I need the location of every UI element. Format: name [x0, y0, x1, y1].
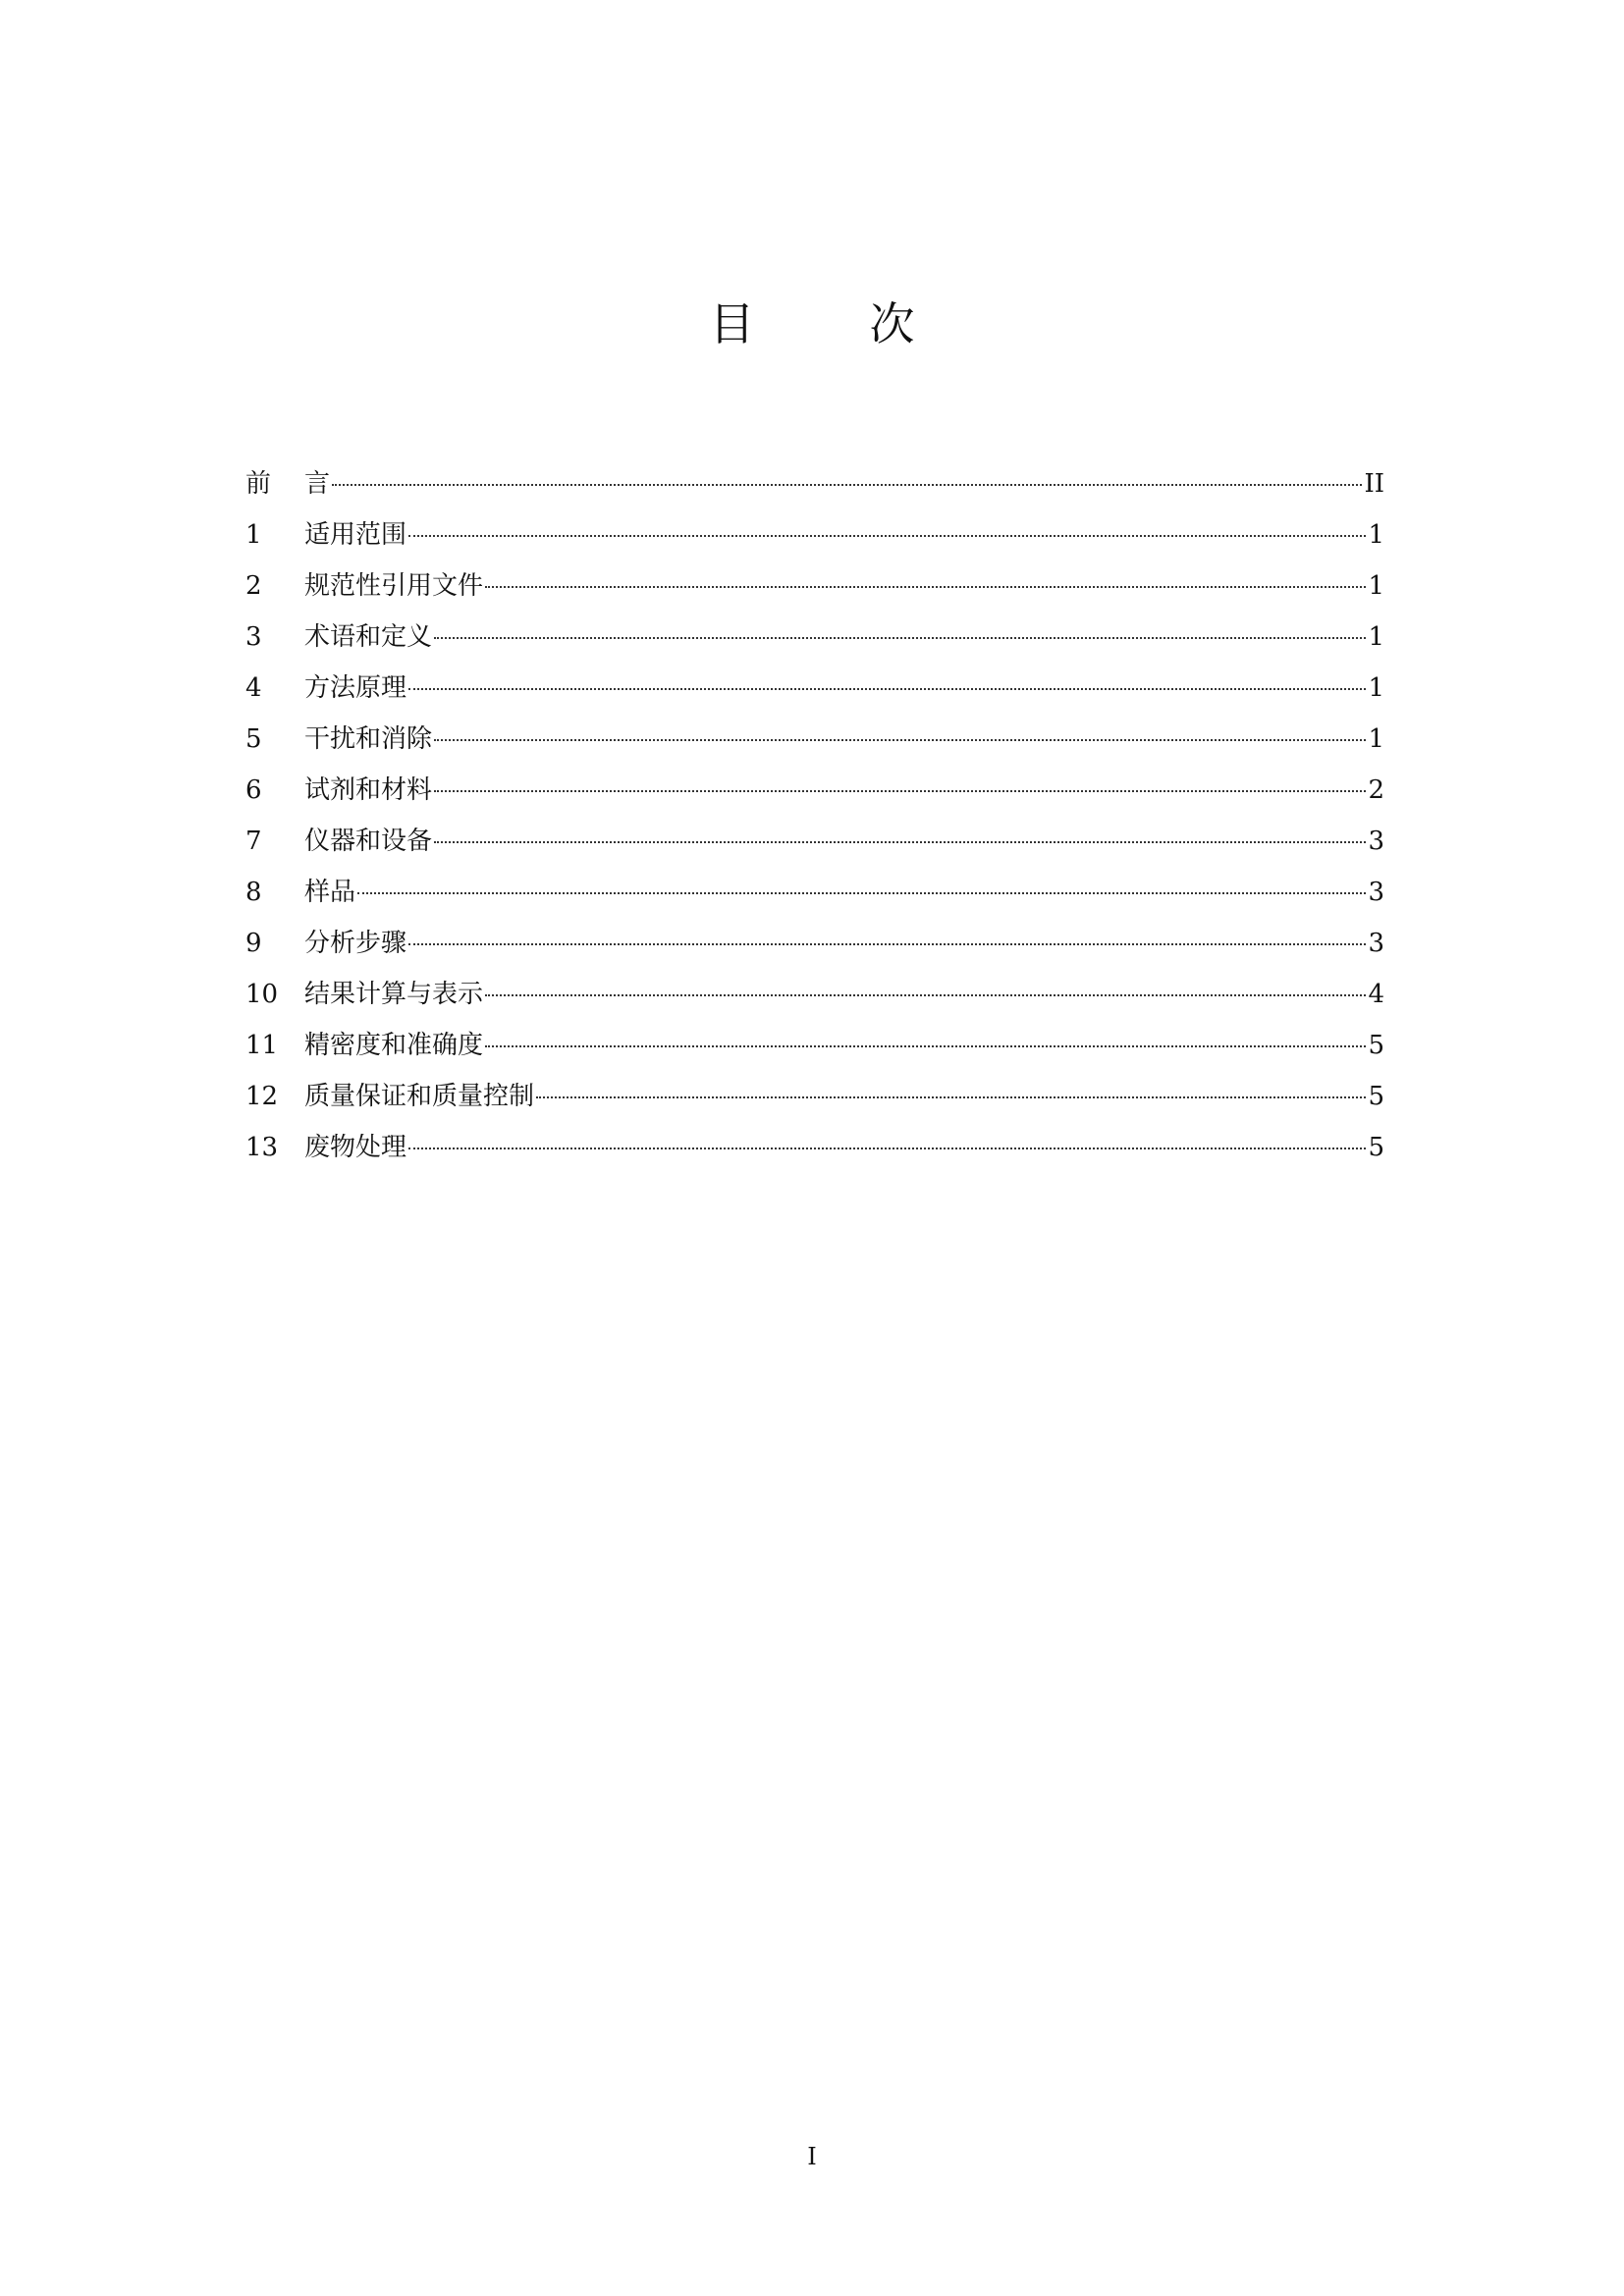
toc-dot-leader	[434, 636, 1366, 639]
toc-dot-leader	[408, 942, 1366, 945]
toc-dot-leader	[434, 738, 1366, 741]
toc-item-page: 2	[1368, 775, 1384, 805]
toc-item-terms-definitions[interactable]	[245, 612, 1384, 663]
toc-item-label: 试剂和材料	[304, 775, 433, 805]
toc-item-label: 分析步骤	[304, 929, 407, 958]
toc-item-page: 1	[1368, 622, 1384, 652]
toc-item-label: 仪器和设备	[304, 827, 433, 856]
toc-item-page: 1	[1368, 673, 1384, 703]
toc-item-waste-disposal[interactable]	[245, 1122, 1384, 1173]
toc-item-number: 11	[245, 1031, 279, 1060]
toc-item-label: 适用范围	[304, 520, 407, 550]
toc-item-page: 4	[1368, 980, 1384, 1009]
toc-item-page: 1	[1368, 520, 1384, 550]
toc-item-analysis-steps[interactable]	[245, 918, 1384, 969]
toc-item-number: 4	[245, 673, 262, 703]
toc-dot-leader	[357, 891, 1366, 894]
toc-item-samples[interactable]	[245, 867, 1384, 918]
toc-item-number: 10	[245, 980, 279, 1009]
toc-item-results[interactable]	[245, 969, 1384, 1020]
toc-item-page: 5	[1368, 1133, 1384, 1162]
toc-dot-leader	[408, 1147, 1366, 1149]
toc-item-label: 术语和定义	[304, 622, 433, 652]
table-of-contents	[245, 458, 1384, 1173]
toc-item-label: 言	[304, 469, 331, 499]
toc-item-interference[interactable]	[245, 714, 1384, 765]
toc-item-page: 5	[1368, 1082, 1384, 1111]
toc-item-scope[interactable]	[245, 509, 1384, 561]
toc-item-instruments[interactable]	[245, 816, 1384, 867]
toc-item-page: 3	[1368, 827, 1384, 856]
toc-item-label: 结果计算与表示	[304, 980, 484, 1009]
toc-item-number: 前	[245, 469, 272, 499]
toc-item-label: 废物处理	[304, 1133, 407, 1162]
toc-item-label: 干扰和消除	[304, 724, 433, 754]
toc-item-number: 3	[245, 622, 262, 652]
toc-item-number: 5	[245, 724, 262, 754]
toc-item-label: 方法原理	[304, 673, 407, 703]
toc-dot-leader	[485, 993, 1366, 996]
toc-item-label: 精密度和准确度	[304, 1031, 484, 1060]
toc-item-number: 2	[245, 571, 262, 601]
toc-dot-leader	[408, 534, 1366, 537]
toc-dot-leader	[485, 585, 1366, 588]
toc-dot-leader	[408, 687, 1366, 690]
toc-item-number: 13	[245, 1133, 279, 1162]
toc-item-preface[interactable]	[245, 458, 1384, 509]
toc-dot-leader	[332, 483, 1362, 486]
toc-item-number: 12	[245, 1082, 279, 1111]
toc-item-page: 3	[1368, 878, 1384, 907]
toc-item-page: 1	[1368, 571, 1384, 601]
page-number: I	[807, 2143, 817, 2170]
toc-item-quality-control[interactable]	[245, 1071, 1384, 1122]
toc-dot-leader	[434, 789, 1366, 792]
toc-item-label: 样品	[304, 878, 356, 907]
toc-item-normative-references[interactable]	[245, 561, 1384, 612]
toc-dot-leader	[536, 1095, 1366, 1098]
toc-dot-leader	[485, 1044, 1366, 1047]
toc-item-method-principle[interactable]	[245, 663, 1384, 714]
page-title: 目 次	[709, 297, 915, 350]
toc-dot-leader	[434, 840, 1366, 843]
toc-item-reagents[interactable]	[245, 765, 1384, 816]
toc-item-precision[interactable]	[245, 1020, 1384, 1071]
toc-item-number: 8	[245, 878, 262, 907]
toc-item-number: 7	[245, 827, 262, 856]
toc-item-number: 6	[245, 775, 262, 805]
toc-item-label: 规范性引用文件	[304, 571, 484, 601]
toc-item-page: 1	[1368, 724, 1384, 754]
toc-item-page: 3	[1368, 929, 1384, 958]
toc-item-label: 质量保证和质量控制	[304, 1082, 535, 1111]
toc-item-number: 9	[245, 929, 262, 958]
toc-item-page: 5	[1368, 1031, 1384, 1060]
toc-item-number: 1	[245, 520, 262, 550]
toc-item-page: II	[1364, 469, 1384, 499]
